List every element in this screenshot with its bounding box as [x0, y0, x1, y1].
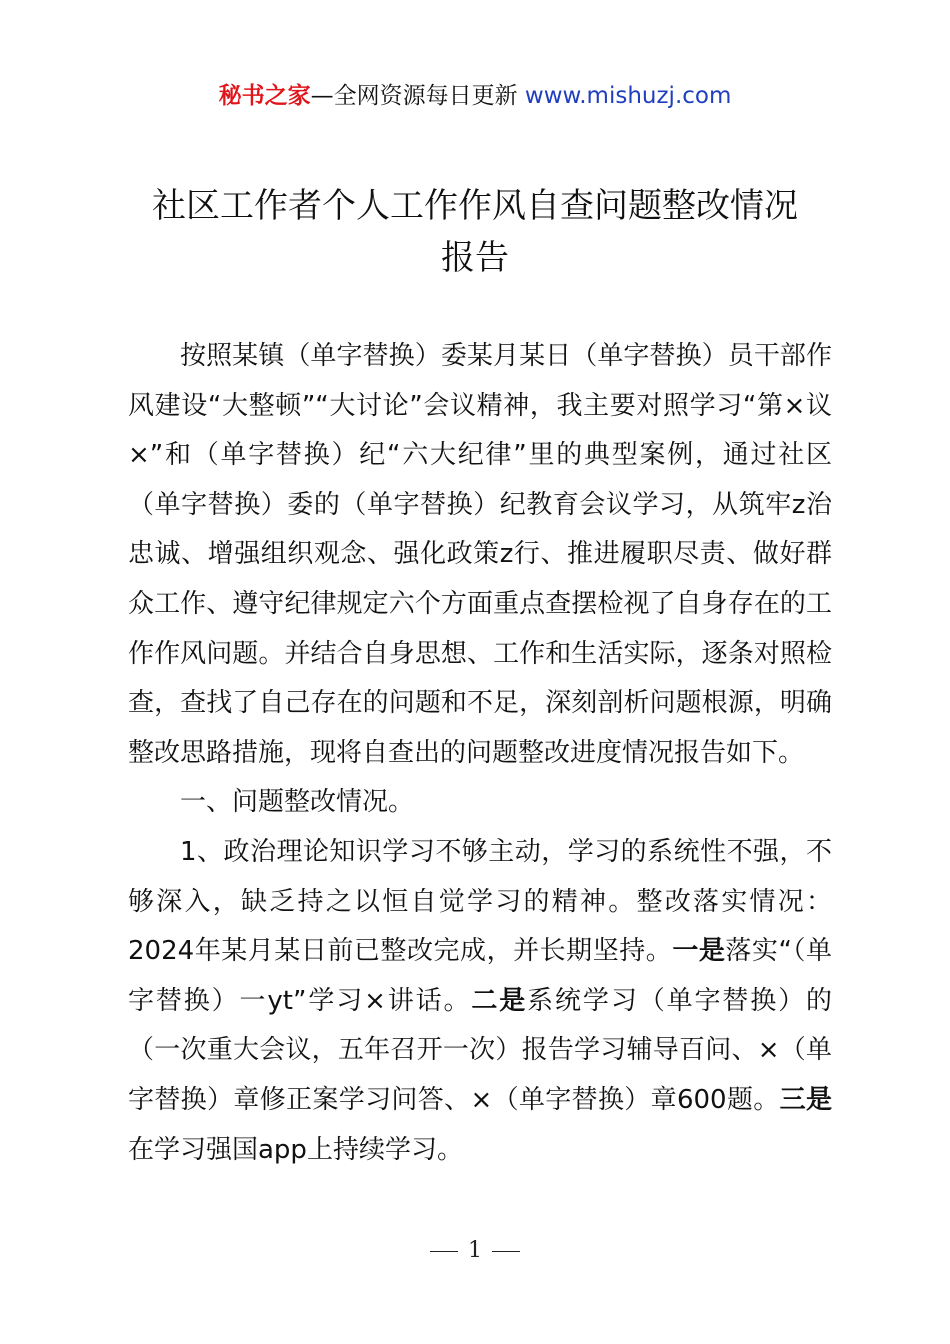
- title-line-2: 报告: [441, 238, 509, 278]
- item-intro: 1、政治理论知识学习不够主动，学习的系统性不强，不够深入，缺乏持之以恒自觉学习的精神。整改落实情况：2024年某月某日前已整改完成，并长期坚持。: [128, 836, 832, 967]
- intro-paragraph: 按照某镇（单字替换）委某月某日（单字替换）员干部作风建设“大整顿”“大讨论”会议精神，我主要对照学习“第×议×”和（单字替换）纪“六大纪律”里的典型案例，通过社区（单字替换）委的（单字替换）纪教育会议学习，从筑牢z治忠诚、增强组织观念、强化政策z行、推进履职尽责、做好群众工作、遵守纪律规定六个方面重点查摆检视了自身存在的工作作风问题。并结合自身思想、工作和生活实际，逐条对照检查，查找了自己存在的问题和不足，深刻剖析问题根源，明确整改思路措施，现将自查出的问题整改进度情况报告如下。: [128, 341, 832, 768]
- item-text-3: 在学习强国app上持续学习。: [128, 1134, 463, 1165]
- site-header: [0, 80, 950, 112]
- footer-dash-right: [492, 1251, 520, 1252]
- footer-dash-left: [430, 1251, 458, 1252]
- item-lead-3: 三是: [779, 1084, 832, 1115]
- item-paragraph: [128, 828, 832, 1175]
- document-title: [100, 180, 850, 284]
- page-footer: [0, 1238, 950, 1263]
- item-lead-1: 一是: [672, 936, 726, 967]
- site-url-link[interactable]: www.mishuzj.com: [524, 83, 732, 109]
- document-body: [128, 332, 832, 1175]
- item-text-2: 系统学习（单字替换）的（一次重大会议，五年召开一次）报告学习辅导百问、×（单字替换）章修正案学习问答、×（单字替换）章600题。: [128, 985, 832, 1115]
- site-brand: 秘书之家: [218, 83, 311, 109]
- page-number: 1: [468, 1238, 482, 1263]
- item-text-1: 落实“（单字替换）一yt”学习×讲话。: [128, 936, 832, 1016]
- site-tagline: —全网资源每日更新: [310, 83, 525, 109]
- item-lead-2: 二是: [471, 985, 528, 1016]
- title-line-1: 社区工作者个人工作作风自查问题整改情况: [152, 186, 798, 226]
- section-heading: 一、问题整改情况。: [180, 787, 415, 818]
